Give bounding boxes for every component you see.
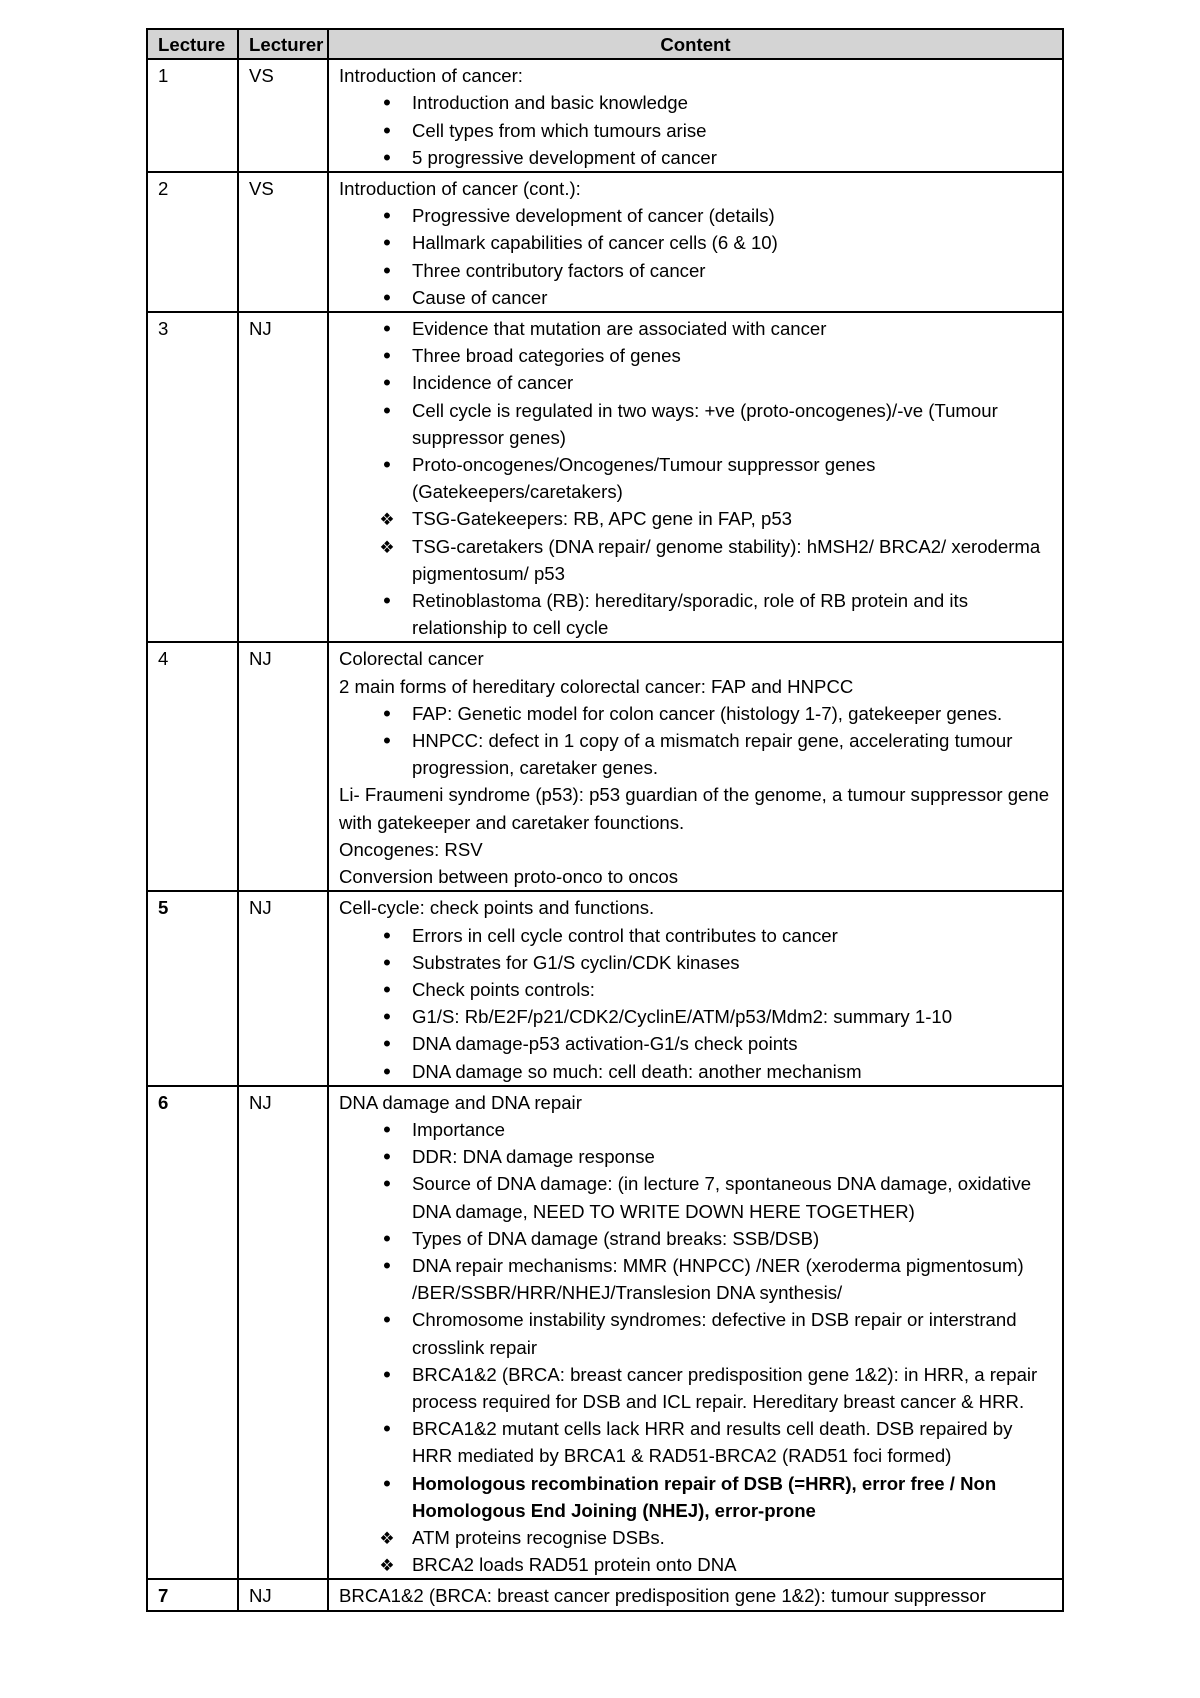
list-item <box>339 922 1052 949</box>
list-item-text: TSG-caretakers (DNA repair/ genome stability): hMSH2/ BRCA2/ xeroderma pigmentosum/ p53 <box>412 535 1041 584</box>
content-cell <box>328 312 1063 642</box>
table-row <box>147 642 1063 891</box>
content-cell <box>328 172 1063 312</box>
table-row <box>147 1579 1063 1610</box>
list-item-text: Errors in cell cycle control that contributes to cancer <box>412 924 838 946</box>
lecture-number: 2 <box>147 172 238 312</box>
header-lecturer: Lecturer <box>238 29 328 59</box>
list-item <box>339 117 1052 144</box>
content-cell <box>328 1086 1063 1580</box>
lecturer-initials: VS <box>238 172 328 312</box>
bullet-icon <box>377 922 397 950</box>
list-item <box>339 533 1052 587</box>
list-item <box>339 1143 1052 1170</box>
list-item <box>339 1252 1052 1306</box>
list-item <box>339 229 1052 256</box>
content-line: Introduction of cancer (cont.): <box>339 178 581 200</box>
list-item-text: Incidence of cancer <box>412 372 574 394</box>
list-item <box>339 1116 1052 1143</box>
list-item <box>339 1524 1052 1551</box>
diamond-bullet-icon <box>377 533 397 561</box>
content-line: Introduction of cancer: <box>339 65 523 87</box>
list-item-text: Cell types from which tumours arise <box>412 119 707 141</box>
list-item <box>339 1551 1052 1578</box>
lecture-table <box>146 28 1064 1612</box>
content-cell <box>328 59 1063 172</box>
bullet-icon <box>377 284 397 312</box>
list-item <box>339 1361 1052 1415</box>
list-item <box>339 89 1052 116</box>
list-item-text: Proto-oncogenes/Oncogenes/Tumour suppressor genes (Gatekeepers/caretakers) <box>412 454 876 503</box>
bullet-icon <box>377 1361 397 1389</box>
lecturer-initials: VS <box>238 59 328 172</box>
table-body <box>147 59 1063 1610</box>
diamond-bullet-icon <box>377 505 397 533</box>
bullet-icon <box>377 315 397 343</box>
list-item-text: Retinoblastoma (RB): hereditary/sporadic, role of RB protein and its relationship to cell cycle <box>412 590 969 639</box>
document-page <box>146 28 1062 1612</box>
list-item-text: Source of DNA damage: (in lecture 7, spontaneous DNA damage, oxidative DNA damage, NEED TO WRITE DOWN HERE TOGETHER) <box>412 1173 1032 1222</box>
table-row <box>147 1086 1063 1580</box>
bullet-icon <box>377 117 397 145</box>
bullet-icon <box>377 144 397 172</box>
list-item-text: ATM proteins recognise DSBs. <box>412 1526 665 1548</box>
list-item <box>339 369 1052 396</box>
content-cell <box>328 891 1063 1085</box>
bullet-icon <box>377 1003 397 1031</box>
list-item <box>339 727 1052 781</box>
list-item <box>339 342 1052 369</box>
diamond-bullet-icon <box>377 1524 397 1552</box>
list-item-text: BRCA1&2 mutant cells lack HRR and results cell death. DSB repaired by HRR mediated by BRCA1 & RAD51-BRCA2 (RAD51 foci formed) <box>412 1418 1013 1467</box>
content-line: Oncogenes: RSV <box>339 838 483 860</box>
lecturer-initials: NJ <box>238 1086 328 1580</box>
list-item <box>339 1170 1052 1224</box>
content-line: Colorectal cancer <box>339 648 484 670</box>
list-item <box>339 284 1052 311</box>
bullet-icon <box>377 202 397 230</box>
bullet-icon <box>377 1470 397 1498</box>
list-item-text: Hallmark capabilities of cancer cells (6 & 10) <box>412 232 778 254</box>
list-item-text: Homologous recombination repair of DSB (=HRR), error free / Non Homologous End Joining (NHEJ), error-prone <box>412 1472 997 1521</box>
bullet-icon <box>377 1030 397 1058</box>
list-item-text: BRCA1&2 (BRCA: breast cancer predisposition gene 1&2): in HRR, a repair process required for DSB and ICL repair. Hereditary breast cancer & HRR. <box>412 1363 1038 1412</box>
table-row <box>147 891 1063 1085</box>
table-row <box>147 312 1063 642</box>
content-line: Li- Fraumeni syndrome (p53): p53 guardian of the genome, a tumour suppressor gene with gatekeeper and caretaker founctions. <box>339 784 1050 833</box>
list-item-text: Check points controls: <box>412 978 595 1000</box>
content-line: Conversion between proto-onco to oncos <box>339 866 679 888</box>
lecturer-initials: NJ <box>238 1579 328 1610</box>
list-item-text: Importance <box>412 1118 506 1140</box>
list-item-text: Three contributory factors of cancer <box>412 259 706 281</box>
lecturer-initials: NJ <box>238 891 328 1085</box>
bullet-icon <box>377 451 397 479</box>
list-item-text: Substrates for G1/S cyclin/CDK kinases <box>412 951 740 973</box>
bullet-icon <box>377 257 397 285</box>
list-item <box>339 1306 1052 1360</box>
list-item-text: G1/S: Rb/E2F/p21/CDK2/CyclinE/ATM/p53/Mdm2: summary 1-10 <box>412 1006 953 1028</box>
list-item <box>339 202 1052 229</box>
content-line: Cell-cycle: check points and functions. <box>339 897 655 919</box>
list-item-text: FAP: Genetic model for colon cancer (histology 1-7), gatekeeper genes. <box>412 702 1003 724</box>
header-content: Content <box>328 29 1063 59</box>
bullet-icon <box>377 587 397 615</box>
content-line: 2 main forms of hereditary colorectal cancer: FAP and HNPCC <box>339 675 854 697</box>
list-item <box>339 1058 1052 1085</box>
bullet-icon <box>377 1306 397 1334</box>
list-item <box>339 1003 1052 1030</box>
list-item-text: HNPCC: defect in 1 copy of a mismatch repair gene, accelerating tumour progression, caretaker genes. <box>412 730 1013 779</box>
list-item-text: Cell cycle is regulated in two ways: +ve (proto-oncogenes)/-ve (Tumour suppressor genes) <box>412 399 998 448</box>
content-cell <box>328 642 1063 891</box>
content-line: DNA damage and DNA repair <box>339 1091 582 1113</box>
lecture-number: 1 <box>147 59 238 172</box>
bullet-icon <box>377 1058 397 1086</box>
bullet-icon <box>377 976 397 1004</box>
list-item-text: DNA damage-p53 activation-G1/s check points <box>412 1033 798 1055</box>
list-item-text: BRCA2 loads RAD51 protein onto DNA <box>412 1554 737 1576</box>
list-item-text: 5 progressive development of cancer <box>412 146 717 168</box>
list-item <box>339 1470 1052 1524</box>
lecture-number: 5 <box>147 891 238 1085</box>
list-item <box>339 949 1052 976</box>
list-item <box>339 257 1052 284</box>
bullet-icon <box>377 1170 397 1198</box>
content-line: BRCA1&2 (BRCA: breast cancer predisposition gene 1&2): tumour suppressor <box>339 1585 986 1607</box>
list-item <box>339 451 1052 505</box>
list-item <box>339 315 1052 342</box>
bullet-icon <box>377 1415 397 1443</box>
bullet-icon <box>377 1143 397 1171</box>
bullet-icon <box>377 229 397 257</box>
lecturer-initials: NJ <box>238 312 328 642</box>
list-item-text: Progressive development of cancer (details) <box>412 205 775 227</box>
list-item <box>339 1415 1052 1469</box>
lecturer-initials: NJ <box>238 642 328 891</box>
list-item <box>339 144 1052 171</box>
bullet-icon <box>377 1225 397 1253</box>
list-item <box>339 1030 1052 1057</box>
list-item-text: DDR: DNA damage response <box>412 1146 655 1168</box>
list-item-text: Introduction and basic knowledge <box>412 92 688 114</box>
table-row <box>147 59 1063 172</box>
bullet-icon <box>377 727 397 755</box>
table-header-row <box>147 29 1063 59</box>
bullet-icon <box>377 342 397 370</box>
lecture-number: 6 <box>147 1086 238 1580</box>
diamond-bullet-icon <box>377 1551 397 1579</box>
bullet-icon <box>377 949 397 977</box>
table-row <box>147 172 1063 312</box>
lecture-number: 7 <box>147 1579 238 1610</box>
content-cell <box>328 1579 1063 1610</box>
bullet-icon <box>377 369 397 397</box>
header-lecture: Lecture <box>147 29 238 59</box>
lecture-number: 3 <box>147 312 238 642</box>
list-item <box>339 700 1052 727</box>
list-item <box>339 976 1052 1003</box>
bullet-icon <box>377 1116 397 1144</box>
list-item-text: Chromosome instability syndromes: defective in DSB repair or interstrand crosslink repair <box>412 1309 1017 1358</box>
bullet-icon <box>377 89 397 117</box>
list-item-text: TSG-Gatekeepers: RB, APC gene in FAP, p53 <box>412 508 792 530</box>
list-item <box>339 397 1052 451</box>
list-item-text: Types of DNA damage (strand breaks: SSB/DSB) <box>412 1227 820 1249</box>
list-item <box>339 1225 1052 1252</box>
bullet-icon <box>377 397 397 425</box>
list-item <box>339 505 1052 532</box>
list-item <box>339 587 1052 641</box>
list-item-text: Cause of cancer <box>412 286 548 308</box>
list-item-text: Evidence that mutation are associated with cancer <box>412 318 827 340</box>
bullet-icon <box>377 1252 397 1280</box>
lecture-number: 4 <box>147 642 238 891</box>
list-item-text: Three broad categories of genes <box>412 345 681 367</box>
bullet-icon <box>377 700 397 728</box>
list-item-text: DNA repair mechanisms: MMR (HNPCC) /NER (xeroderma pigmentosum) /BER/SSBR/HRR/NHEJ/Translesion DNA synthesis/ <box>412 1254 1024 1304</box>
list-item-text: DNA damage so much: cell death: another mechanism <box>412 1060 862 1082</box>
